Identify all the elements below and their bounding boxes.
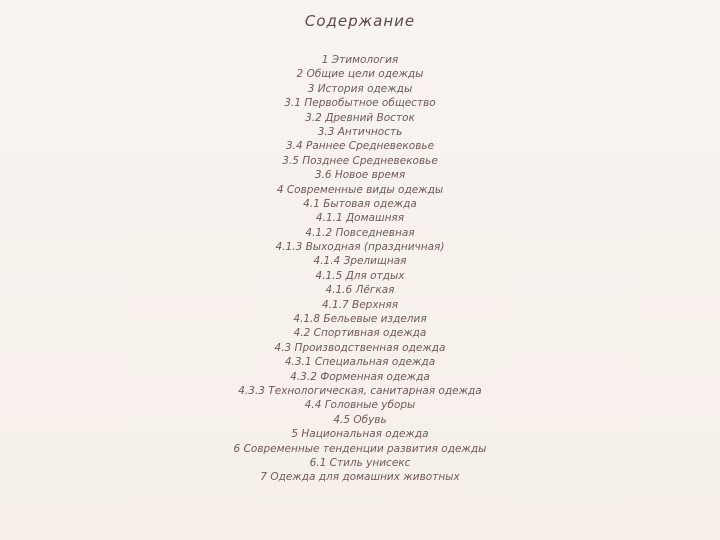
toc-item: 4.1.1 Домашняя: [315, 212, 405, 225]
toc-item: 3 История одежды: [307, 82, 413, 95]
toc-item: 4.3.3 Технологическая, санитарная одежда: [238, 384, 482, 397]
toc-item: 4.1 Бытовая одежда: [303, 197, 417, 210]
toc-item: 4.1.8 Бельевые изделия: [293, 313, 427, 326]
toc-item: 4.1.4 Зрелищная: [313, 255, 407, 268]
toc-item: 3.5 Позднее Средневековье: [282, 154, 438, 167]
toc-item: 4.1.3 Выходная (праздничная): [275, 241, 445, 254]
toc-item: 3.6 Новое время: [314, 169, 406, 182]
toc-item: 3.4 Раннее Средневековье: [285, 140, 435, 153]
table-of-contents: [0, 53, 720, 485]
page-title: Содержание: [304, 12, 416, 30]
toc-item: 4.1.5 Для отдых: [315, 269, 405, 282]
toc-item: 4.1.7 Верхняя: [321, 298, 399, 311]
toc-item: 4.1.6 Лёгкая: [325, 284, 395, 297]
toc-item: 7 Одежда для домашних животных: [260, 471, 460, 484]
toc-item: 4.1.2 Повседневная: [305, 226, 415, 239]
toc-item: 1 Этимология: [321, 54, 399, 66]
toc-item: 5 Национальная одежда: [291, 428, 429, 441]
toc-item: 4 Современные виды одежды: [276, 183, 444, 196]
toc-item: 3.2 Древний Восток: [305, 111, 415, 124]
toc-item: 6 Современные тенденции развития одежды: [233, 442, 487, 455]
toc-item: 4.3 Производственная одежда: [274, 341, 446, 354]
toc-item: 4.3.2 Форменная одежда: [290, 370, 430, 383]
toc-item: 4.5 Обувь: [333, 413, 387, 426]
toc-item: 2 Общие цели одежды: [296, 68, 424, 81]
toc-item: 4.2 Спортивная одежда: [293, 327, 427, 340]
toc-item: 4.4 Головные уборы: [304, 399, 416, 412]
toc-item: 3.3 Античность: [317, 125, 403, 138]
toc-item: 3.1 Первобытное общество: [284, 97, 436, 110]
toc-item: 6.1 Стиль унисекс: [309, 456, 411, 469]
toc-item: 4.3.1 Специальная одежда: [284, 356, 436, 369]
